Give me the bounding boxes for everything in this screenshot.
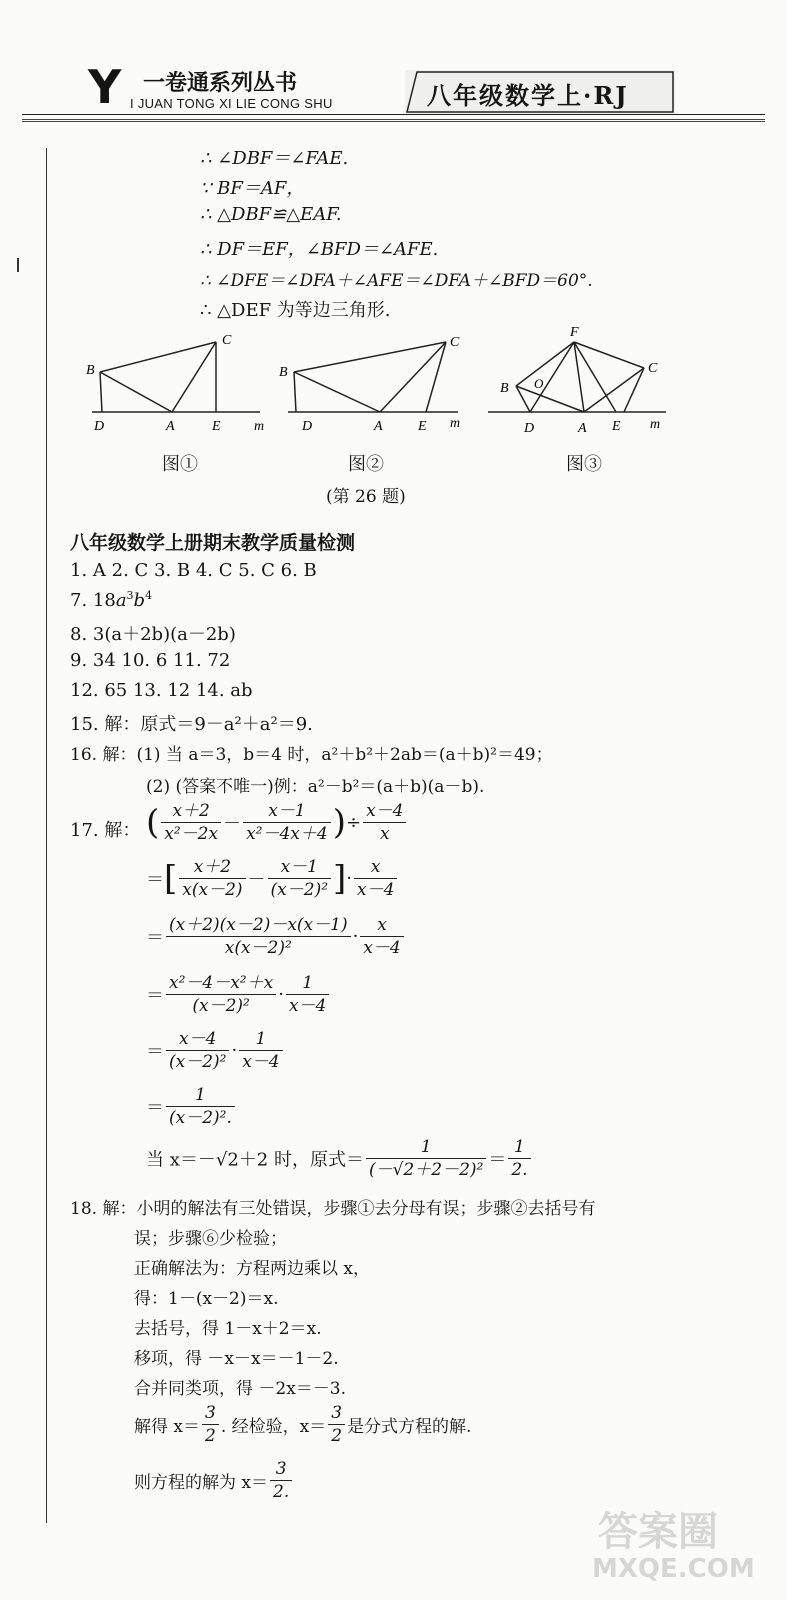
label-C: C (648, 361, 658, 376)
answer-17-evaluation: 当 x＝－√2＋2 时，原式＝ $\frac{1}{\text{(－√2＋2－2)²}}$ ＝ $\frac{1}{2.}$ (146, 1136, 533, 1181)
figure-2-label: 图② (348, 454, 384, 475)
answer-18-line3: 正确解法为：方程两边乘以 x， (134, 1259, 370, 1279)
answer-18-line7: 合并同类项，得 －2x＝－3. (134, 1379, 347, 1399)
answer-17-label: 17. 解： (70, 820, 141, 841)
fraction (508, 1136, 530, 1181)
fraction (166, 914, 351, 959)
frac-num: 1 (420, 1137, 432, 1157)
frac-num: x－4 (366, 801, 404, 821)
series-name: 一卷通系列丛书 (143, 71, 298, 96)
frac-num: x (370, 857, 381, 877)
frac-den: 2 (202, 1424, 219, 1447)
answer-17-line5: ＝ $\frac{x-4}{\text{(x－2)²}}$ · $\frac{1}{x-4}$ (146, 1028, 285, 1073)
answer-7-a-exp: 3 (126, 589, 134, 602)
fraction (166, 972, 276, 1017)
frac-den: x－4 (239, 1050, 282, 1073)
figure-1 (84, 330, 274, 440)
proof-line: ∴ △DEF 为等边三角形. (200, 300, 391, 321)
answer-18-line9 (134, 1458, 294, 1503)
logo-letter: Y (88, 60, 122, 114)
frac-den: (x－2)² (166, 1050, 229, 1073)
margin-rule (46, 148, 47, 1523)
answer-16-part2: (2) (答案不唯一)例：a²－b²＝(a＋b)(a－b). (146, 777, 485, 797)
section-title: 八年级数学上册期末教学质量检测 (70, 532, 356, 554)
label-B: B (279, 365, 288, 380)
book-title-box (405, 70, 675, 114)
label-m: m (254, 419, 265, 434)
frac-den: (x－2)² (268, 878, 331, 901)
label-A: A (166, 419, 175, 434)
frac-den: 2 (328, 1424, 345, 1447)
label-m: m (450, 416, 461, 431)
figure-3 (486, 320, 676, 440)
frac-num: 3 (331, 1403, 343, 1423)
proof-line: ∴ ∠DFE＝∠DFA＋∠AFE＝∠DFA＋∠BFD＝60°. (200, 271, 593, 291)
answer-17-line6: ＝ $\frac{1}{\text{(x－2)².}}$ (146, 1084, 237, 1129)
label-E: E (212, 419, 221, 434)
frac-den: x－4 (286, 994, 329, 1017)
series-pinyin: I JUAN TONG XI LIE CONG SHU (130, 96, 333, 111)
frac-num: 1 (302, 973, 314, 993)
answer-7 (70, 590, 152, 611)
label-C: C (450, 335, 460, 350)
frac-num: 3 (205, 1403, 216, 1423)
answers-1-6: 1. A 2. C 3. B 4. C 5. C 6. B (70, 560, 317, 581)
label-m: m (650, 417, 661, 432)
frac-den: x－4 (354, 878, 397, 901)
fraction (202, 1402, 219, 1447)
fraction (354, 856, 397, 901)
frac-den: (x－2)² (166, 994, 276, 1017)
answer-16-part1: 16. 解：(1) 当 a＝3，b＝4 时，a²＋b²＋2ab＝(a＋b)²＝49； (70, 745, 553, 765)
frac-num: 3 (275, 1459, 287, 1479)
watermark-top: 答案圈 (598, 1509, 718, 1555)
margin-mark (17, 258, 19, 272)
frac-num: 1 (195, 1085, 206, 1105)
line8-a: 解得 x＝ (134, 1417, 200, 1437)
proof-line: ∴ DF＝EF，∠BFD＝∠AFE. (200, 239, 439, 260)
answer-17-line4: ＝ $\frac{\text{x²－4－x²＋x}}{\text{(x－2)²}}$ · $\frac{1}{x-4}$ (146, 972, 331, 1017)
frac-den: (－√2＋2－2)² (366, 1158, 486, 1181)
frac-num: x－4 (179, 1029, 217, 1049)
frac-den: x (363, 822, 406, 845)
label-E: E (612, 419, 621, 434)
label-D: D (94, 419, 105, 434)
figure-3-label: 图③ (566, 454, 602, 475)
fraction (286, 972, 329, 1017)
fraction (161, 800, 221, 845)
answer-18-line1: 18. 解：小明的解法有三处错误，步骤①去分母有误；步骤②去括号有 (70, 1199, 596, 1219)
answer-17-line3: ＝ $\frac{(x+2)(x-2)-x(x-1)}{\text{x(x－2)²}}$ · $\frac{x}{x-4}$ (146, 914, 406, 959)
label-C: C (222, 333, 232, 348)
label-B: B (500, 381, 509, 396)
fraction (166, 1028, 229, 1073)
frac-num: x²－4－x²＋x (169, 973, 274, 993)
proof-line: ∴ ∠DBF＝∠FAE. (200, 148, 349, 169)
label-D: D (302, 419, 313, 434)
frac-num: x＋2 (172, 801, 210, 821)
fraction (363, 800, 406, 845)
label-D: D (524, 421, 535, 436)
frac-num: (x＋2)(x－2)－x(x－1) (169, 915, 348, 935)
answer-7-b: b (133, 590, 146, 611)
fraction (360, 914, 403, 959)
line8-c: 是分式方程的解. (347, 1417, 472, 1437)
figure-1-label: 图① (162, 454, 198, 475)
header-rule-top (22, 114, 765, 115)
label-F: F (570, 325, 579, 340)
answer-18-line5: 去括号，得 1－x＋2＝x. (134, 1319, 322, 1339)
answer-18-line8 (134, 1402, 471, 1447)
answers-12-14: 12. 65 13. 12 14. ab (70, 680, 253, 701)
label-E: E (418, 419, 427, 434)
line9-a: 则方程的解为 x＝ (134, 1473, 268, 1493)
fraction (166, 1084, 235, 1129)
frac-num: x (377, 915, 387, 935)
fraction (366, 1136, 486, 1181)
watermark (592, 1500, 772, 1590)
frac-den: x(x－2)² (166, 936, 351, 959)
frac-den: 2. (508, 1158, 530, 1181)
fraction (243, 800, 331, 845)
answer-15: 15. 解：原式＝9－a²＋a²＝9. (70, 714, 313, 735)
frac-num: x－1 (280, 857, 318, 877)
answer-18-line4: 得：1－(x－2)＝x. (134, 1289, 279, 1309)
answer-8: 8. 3(a＋2b)(a－2b) (70, 624, 236, 645)
fraction (239, 1028, 282, 1073)
figure-2 (278, 330, 478, 440)
label-A: A (374, 419, 383, 434)
answer-7-a: a (115, 590, 127, 611)
label-A: A (578, 421, 587, 436)
watermark-bottom: MXQE.COM (592, 1554, 755, 1584)
header-rule-bottom (22, 119, 765, 122)
eval-text: 当 x＝－√2＋2 时，原式＝ (146, 1149, 364, 1171)
answer-17-line2: ＝[ $\frac{x+2}{x(x-2)}$ － $\frac{x-1}{\text{(x－2)²}}$ ]· $\frac{x}{x-4}$ (146, 856, 399, 901)
frac-num: 1 (514, 1137, 525, 1157)
proof-line: ∵ BF＝AF， (200, 178, 305, 199)
frac-den: (x－2)². (166, 1106, 235, 1129)
answer-18-line2: 误；步骤⑥少检验； (134, 1229, 287, 1249)
frac-den: 2. (270, 1480, 292, 1503)
fraction (179, 856, 245, 901)
frac-num: x＋2 (193, 857, 232, 877)
fraction (270, 1458, 292, 1503)
answer-18-line6: 移项，得 －x－x＝－1－2. (134, 1349, 339, 1369)
fraction (268, 856, 331, 901)
answer-7-prefix: 7. 18 (70, 590, 116, 611)
book-title: 八年级数学上·RJ (427, 81, 629, 110)
label-B: B (86, 363, 95, 378)
frac-den: x(x－2) (179, 878, 245, 901)
frac-num: 1 (255, 1029, 267, 1049)
answers-9-11: 9. 34 10. 6 11. 72 (70, 650, 231, 671)
answer-17-line1: ( $\frac{x+2}{\text{x²－2x}}$ － $\frac{x-1}{\text{x²－4x＋4}}$ )÷ $\frac{x-4}{x}$ (146, 800, 408, 845)
frac-den: x²－2x (161, 822, 221, 845)
fraction (328, 1402, 345, 1447)
frac-den: x²－4x＋4 (243, 822, 331, 845)
answer-7-b-exp: 4 (145, 589, 153, 602)
label-O: O (534, 376, 544, 391)
proof-line: ∴ △DBF≌△EAF. (200, 204, 342, 225)
frac-den: x－4 (360, 936, 403, 959)
frac-num: x－1 (268, 801, 306, 821)
line8-b: . 经检验，x＝ (220, 1417, 327, 1437)
figure-caption: (第 26 题) (326, 487, 406, 507)
